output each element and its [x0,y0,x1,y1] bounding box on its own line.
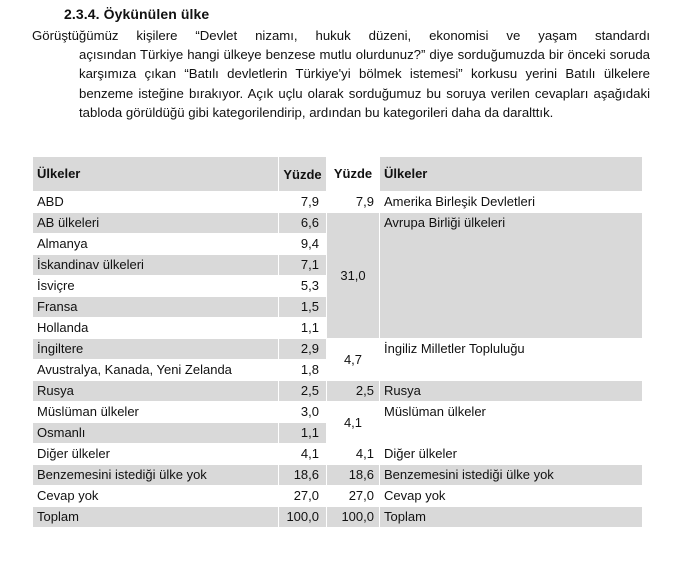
group-percent-cell: 7,9 [327,192,380,213]
country-cell: Avustralya, Kanada, Yeni Zelanda [33,360,279,381]
country-cell: İngiltere [33,339,279,360]
group-label-cell: Müslüman ülkeler [380,402,643,444]
group-percent-cell: 100,0 [327,507,380,528]
table-row [33,465,643,486]
table-row [33,444,643,465]
percent-cell: 7,1 [279,255,327,276]
country-cell: Diğer ülkeler [33,444,279,465]
percent-cell: 2,5 [279,381,327,402]
country-cell: İskandinav ülkeleri [33,255,279,276]
country-cell: Toplam [33,507,279,528]
table-row [33,213,643,234]
group-label-cell: İngiliz Milletler Topluluğu [380,339,643,381]
percent-cell: 100,0 [279,507,327,528]
country-cell: Cevap yok [33,486,279,507]
group-label-cell: Diğer ülkeler [380,444,643,465]
percent-cell: 27,0 [279,486,327,507]
country-cell: Osmanlı [33,423,279,444]
group-label-cell: Avrupa Birliği ülkeleri [380,213,643,339]
section-heading: 2.3.4. Öykünülen ülke [64,6,210,22]
group-percent-cell: 4,1 [327,444,380,465]
percent-cell: 4,1 [279,444,327,465]
header-group-countries: Ülkeler [380,157,643,192]
percent-cell: 2,9 [279,339,327,360]
country-table [33,157,643,528]
country-cell: Rusya [33,381,279,402]
paragraph-first-line: Görüştüğümüz kişilere “Devlet nizamı, hukuk düzeni, ekonomisi ve yaşam standardı [32,28,650,43]
country-cell: Fransa [33,297,279,318]
country-cell: AB ülkeleri [33,213,279,234]
percent-cell: 5,3 [279,276,327,297]
header-group-percent: Yüzde [327,157,380,192]
header-countries: Ülkeler [33,157,279,192]
group-percent-cell: 31,0 [327,213,380,339]
percent-cell: 18,6 [279,465,327,486]
group-percent-cell: 2,5 [327,381,380,402]
percent-cell: 1,1 [279,318,327,339]
country-cell: ABD [33,192,279,213]
group-label-cell: Benzemesini istediği ülke yok [380,465,643,486]
group-label-cell: Cevap yok [380,486,643,507]
table-row [33,486,643,507]
table-row [33,507,643,528]
percent-cell: 1,5 [279,297,327,318]
percent-cell: 9,4 [279,234,327,255]
group-label-cell: Rusya [380,381,643,402]
group-label-cell: Amerika Birleşik Devletleri [380,192,643,213]
percent-cell: 7,9 [279,192,327,213]
table-row [33,402,643,423]
percent-cell: 1,1 [279,423,327,444]
country-cell: Müslüman ülkeler [33,402,279,423]
percent-cell: 6,6 [279,213,327,234]
intro-paragraph [32,26,650,122]
group-percent-cell: 4,7 [327,339,380,381]
percent-cell: 3,0 [279,402,327,423]
country-cell: Hollanda [33,318,279,339]
country-cell: Benzemesini istediği ülke yok [33,465,279,486]
table-row [33,192,643,213]
paragraph-body: açısından Türkiye hangi ülkeye benzese mutlu olurdunuz?” diye sorduğumuzda bir önceki soruda karşımıza çıkan “Batılı devletlerin Türkiye'yi bölmek istemesi” korkusu yerini Batılı ülkelere benzeme isteğine bırakıyor. Açık uçlu olarak sorduğumuz bu soruya verilen cevapları aşağıdaki tabloda görüldüğü gibi kategorilendirip, ardından bu kategorileri daha da daralttık. [79,47,650,120]
group-label-cell: Toplam [380,507,643,528]
group-percent-cell: 18,6 [327,465,380,486]
group-percent-cell: 27,0 [327,486,380,507]
percent-cell: 1,8 [279,360,327,381]
country-cell: Almanya [33,234,279,255]
header-percent: Yüzde [279,157,327,192]
country-cell: İsviçre [33,276,279,297]
table-row [33,381,643,402]
table-row [33,339,643,360]
group-percent-cell: 4,1 [327,402,380,444]
